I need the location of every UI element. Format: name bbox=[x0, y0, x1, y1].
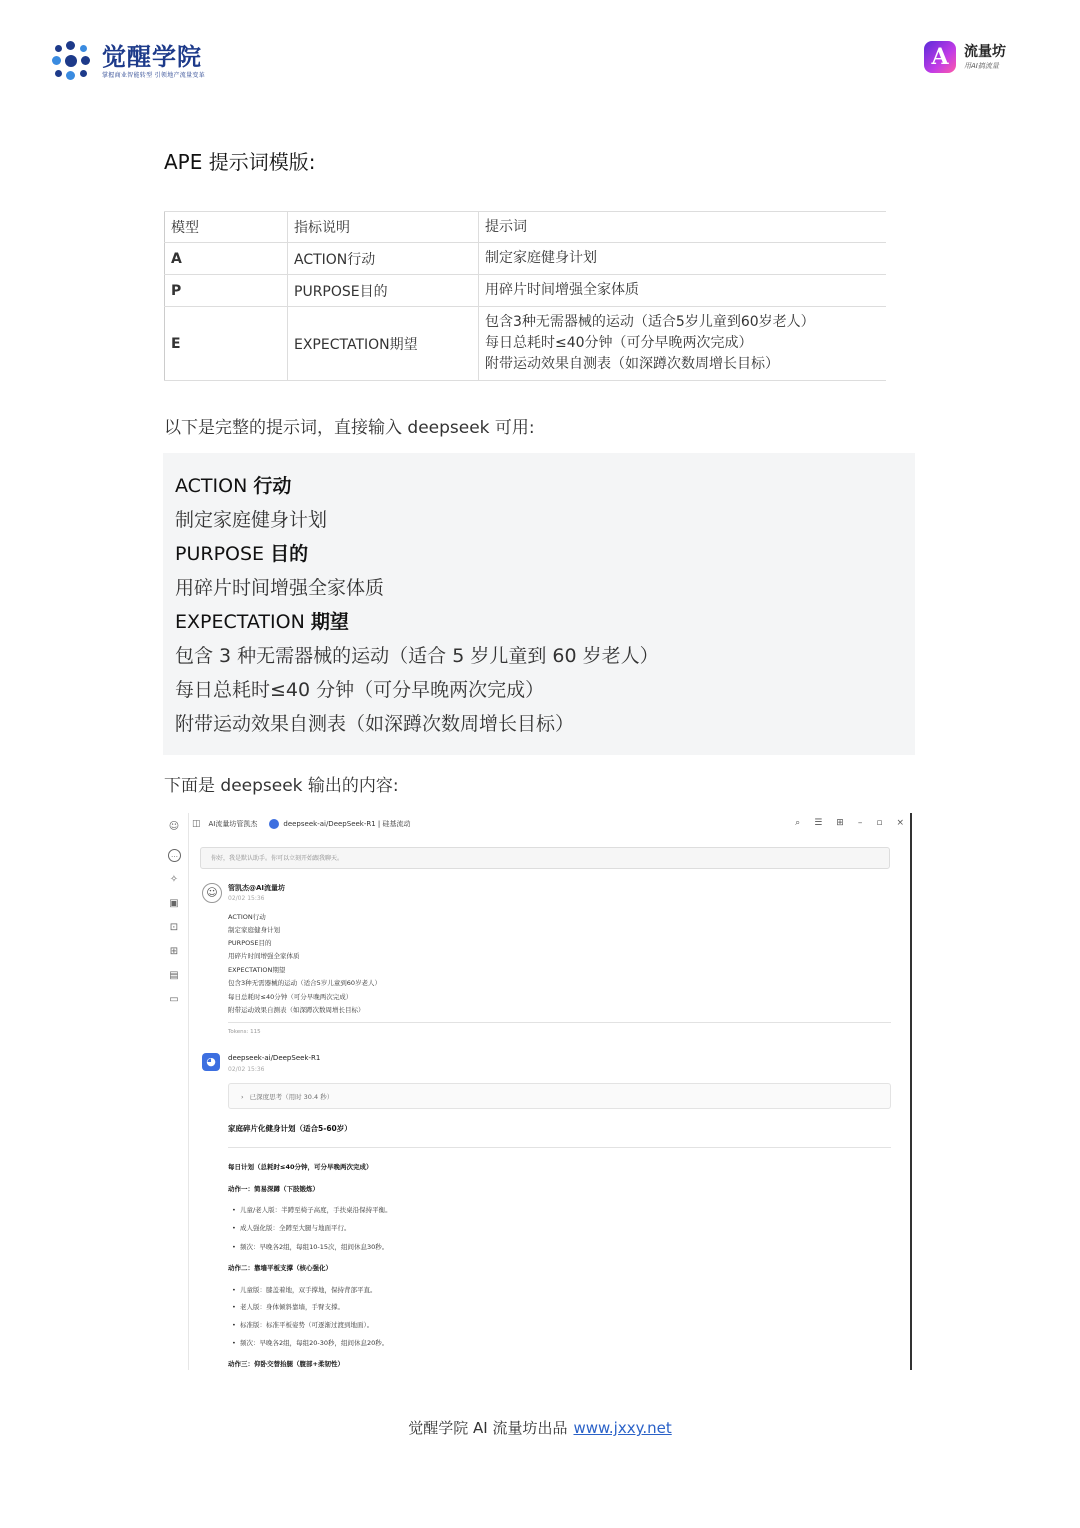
bullet-item: • 儿童版：膝盖着地，双手撑地，保持背部平直。 bbox=[232, 1286, 377, 1294]
user-line: 附带运动效果自测表（如深蹲次数周增长目标） bbox=[228, 1006, 365, 1014]
user-name: 管凯杰@AI流量坊 bbox=[228, 884, 286, 892]
model-cell: E bbox=[165, 307, 288, 381]
model-badge-icon bbox=[269, 819, 279, 829]
window-edge bbox=[910, 813, 912, 1370]
translate-icon[interactable]: ⊡ bbox=[169, 922, 179, 933]
footer-text: 觉醒学院 AI 流量坊出品 bbox=[408, 1419, 568, 1437]
sparkle-icon[interactable]: ✧ bbox=[169, 874, 179, 885]
user-time: 02/02 15:36 bbox=[228, 895, 265, 902]
ape-table bbox=[164, 211, 886, 381]
table-header-cell: 模型 bbox=[165, 212, 288, 243]
bullet-item: • 频次：早晚各2组，每组10-15次，组间休息30秒。 bbox=[232, 1243, 389, 1251]
maximize-icon[interactable]: ▫ bbox=[876, 818, 883, 828]
footer bbox=[0, 1417, 1080, 1438]
action-heading: 动作三：仰卧交替抬腿（腹部+柔韧性） bbox=[228, 1360, 344, 1368]
molecule-logo-icon bbox=[50, 40, 92, 82]
table-row bbox=[165, 275, 887, 307]
user-line: 每日总耗时≤40分钟（可分早晚两次完成） bbox=[228, 993, 353, 1001]
table-row bbox=[165, 307, 887, 381]
prompt-expect-line: 附带运动效果自测表（如深蹲次数周增长目标） bbox=[175, 713, 575, 735]
desc-cell: ACTION行动 bbox=[288, 243, 479, 275]
deepseek-whale-icon: ◕ bbox=[202, 1053, 220, 1071]
grid-icon[interactable]: ⊞ bbox=[836, 818, 844, 828]
greeting-bubble: 你好，我是默认助手。你可以立刻开始跟我聊天。 bbox=[200, 847, 890, 869]
prompt-expect-line: 包含 3 种无需器械的运动（适合 5 岁儿童到 60 岁老人） bbox=[175, 645, 659, 667]
chat-icon[interactable]: … bbox=[168, 849, 181, 862]
prompt-block[interactable] bbox=[163, 453, 915, 755]
notes-icon[interactable]: ▤ bbox=[169, 970, 179, 981]
action-heading: 动作一：简易深蹲（下肢锻炼） bbox=[228, 1185, 319, 1193]
user-line: ACTION行动 bbox=[228, 913, 266, 921]
minimize-icon[interactable]: – bbox=[857, 818, 863, 828]
table-header-cell: 指标说明 bbox=[288, 212, 479, 243]
bullet-item: • 老人版：身体倾斜靠墙，手臂支撑。 bbox=[232, 1303, 344, 1311]
think-toggle[interactable] bbox=[228, 1083, 891, 1109]
model-path[interactable]: deepseek-ai/DeepSeek-R1 | 硅基流动 bbox=[283, 820, 411, 828]
bot-time: 02/02 15:36 bbox=[228, 1066, 265, 1073]
chat-tab-title[interactable]: AI流量坊管凯杰 bbox=[208, 820, 258, 828]
prompt-cell: 用碎片时间增强全家体质 bbox=[479, 275, 887, 307]
prompt-cell: 制定家庭健身计划 bbox=[479, 243, 887, 275]
prompt-line: 每日总耗时≤40分钟（可分早晚两次完成） bbox=[485, 335, 753, 351]
table-row bbox=[165, 243, 887, 275]
brand-title: 觉醒学院 bbox=[102, 42, 202, 71]
bullet-item: • 标准版：标准平板姿势（可逐渐过渡到地面）。 bbox=[232, 1321, 374, 1329]
brand-right-title: 流量坊 bbox=[964, 44, 1006, 60]
divider bbox=[228, 1022, 891, 1023]
prompt-cell bbox=[479, 307, 887, 381]
sidebar-toggle-icon[interactable]: ◫ bbox=[192, 819, 201, 829]
output-paragraph: 下面是 deepseek 输出的内容: bbox=[164, 776, 399, 796]
bullet-item: • 频次：早晚各2组，每组20-30秒，组间休息20秒。 bbox=[232, 1339, 389, 1347]
window-controls bbox=[795, 818, 904, 828]
chat-screenshot bbox=[162, 813, 912, 1370]
bullet-item: • 儿童/老人版：半蹲至椅子高度，手扶桌沿保持平衡。 bbox=[232, 1206, 392, 1214]
robot-avatar-icon: ☺ bbox=[168, 821, 180, 832]
think-label: 已深度思考（用时 30.4 秒） bbox=[249, 1093, 334, 1101]
response-title: 家庭碎片化健身计划（适合5-60岁） bbox=[228, 1124, 352, 1133]
action-heading: 动作二：靠墙平板支撑（核心强化） bbox=[228, 1264, 332, 1272]
token-count: Tokens: 115 bbox=[228, 1029, 261, 1035]
prompt-line: 附带运动效果自测表（如深蹲次数周增长目标） bbox=[485, 356, 779, 372]
footer-link[interactable]: www.jxxy.net bbox=[573, 1419, 672, 1437]
brand-logo-right bbox=[924, 41, 1006, 73]
user-line: PURPOSE目的 bbox=[228, 939, 272, 947]
prompt-action-heading: ACTION 行动 bbox=[175, 475, 292, 497]
model-cell: P bbox=[165, 275, 288, 307]
user-line: EXPECTATION期望 bbox=[228, 966, 286, 974]
user-line: 包含3种无需器械的运动（适合5岁儿童到60岁老人） bbox=[228, 979, 382, 987]
search-icon[interactable]: ⌕ bbox=[795, 818, 801, 828]
prompt-purpose-body: 用碎片时间增强全家体质 bbox=[175, 577, 385, 599]
brand-right-subtitle: 用AI搞流量 bbox=[964, 62, 999, 70]
chat-sidebar bbox=[162, 813, 188, 1370]
chevron-right-icon: › bbox=[241, 1093, 244, 1101]
apps-icon[interactable]: ⊞ bbox=[169, 946, 179, 957]
user-avatar: ☺ bbox=[202, 883, 222, 903]
prompt-expect-line: 每日总耗时≤40 分钟（可分早晚两次完成） bbox=[175, 679, 545, 701]
layout-icon[interactable]: ☰ bbox=[814, 818, 823, 828]
user-line: 制定家庭健身计划 bbox=[228, 926, 280, 934]
bot-name: deepseek-ai/DeepSeek-R1 bbox=[228, 1054, 321, 1062]
divider bbox=[228, 1147, 891, 1148]
desc-cell: PURPOSE目的 bbox=[288, 275, 479, 307]
desc-cell: EXPECTATION期望 bbox=[288, 307, 479, 381]
sidebar-divider bbox=[188, 813, 189, 1370]
image-icon[interactable]: ▣ bbox=[169, 898, 179, 909]
page-heading: APE 提示词模版: bbox=[164, 150, 316, 174]
close-icon[interactable]: × bbox=[896, 818, 904, 828]
folder-icon[interactable]: ▭ bbox=[169, 994, 179, 1005]
intro-paragraph: 以下是完整的提示词，直接输入 deepseek 可用: bbox=[164, 418, 535, 438]
liuliangfang-logo-icon: A bbox=[924, 41, 956, 73]
user-line: 用碎片时间增强全家体质 bbox=[228, 952, 300, 960]
bullet-item: • 成人强化版：全蹲至大腿与地面平行。 bbox=[232, 1224, 351, 1232]
prompt-purpose-heading: PURPOSE 目的 bbox=[175, 543, 309, 565]
brand-subtitle: 掌握商业智能转型 引领地产流量变革 bbox=[102, 71, 206, 79]
model-cell: A bbox=[165, 243, 288, 275]
chat-title-bar bbox=[192, 819, 411, 829]
table-header-row bbox=[165, 212, 887, 243]
daily-heading: 每日计划（总耗时≤40分钟，可分早晚两次完成） bbox=[228, 1163, 373, 1171]
prompt-expect-heading: EXPECTATION 期望 bbox=[175, 611, 349, 633]
table-header-cell: 提示词 bbox=[479, 212, 887, 243]
brand-logo-left bbox=[50, 40, 205, 82]
prompt-line: 包含3种无需器械的运动（适合5岁儿童到60岁老人） bbox=[485, 314, 815, 330]
prompt-action-body: 制定家庭健身计划 bbox=[175, 509, 328, 531]
